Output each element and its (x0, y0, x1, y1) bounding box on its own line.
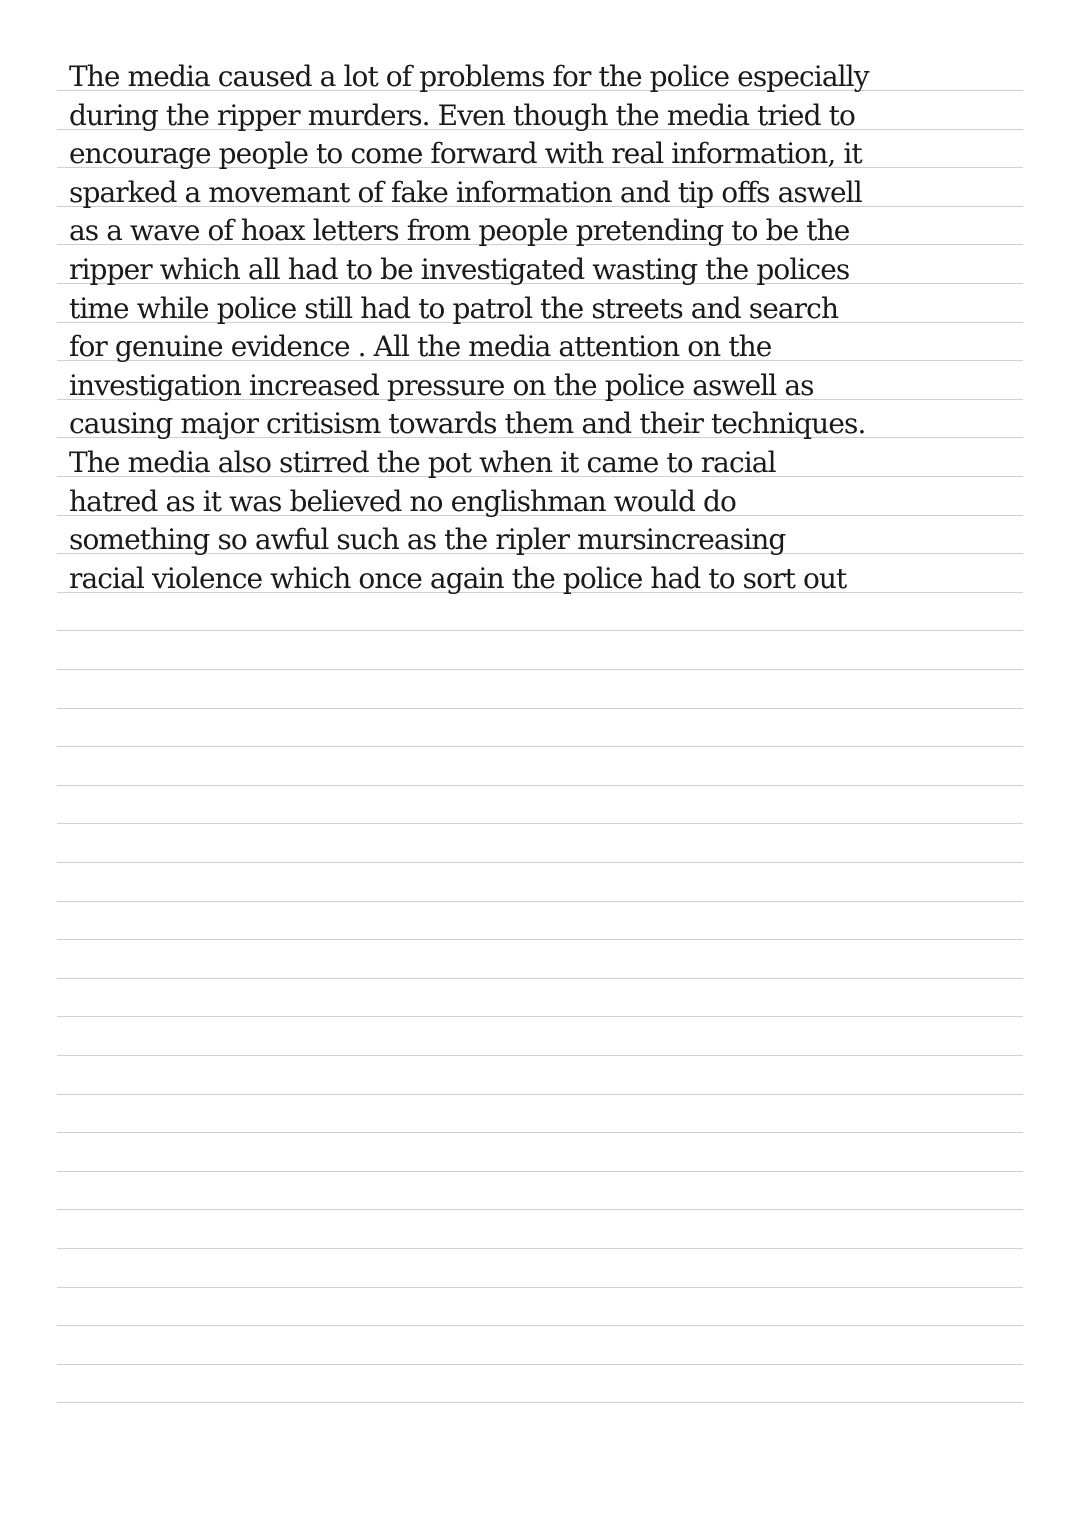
ruled-line (57, 1325, 1023, 1326)
ruled-line (57, 669, 1023, 670)
text-line-3: encourage people to come forward with real information, it (69, 137, 862, 171)
text-line-9: investigation increased pressure on the police aswell as (69, 368, 814, 402)
ruled-line (57, 1248, 1023, 1249)
text-line-5: as a wave of hoax letters from people pretending to be the (69, 214, 850, 248)
ruled-line (57, 785, 1023, 786)
text-line-1: The media caused a lot of problems for the police especially (69, 60, 869, 93)
handwritten-paragraph (69, 0, 1059, 600)
text-line-14: racial violence which once again the police had to sort out (69, 561, 847, 595)
ruled-line (57, 1209, 1023, 1210)
ruled-line (57, 1132, 1023, 1133)
ruled-line (57, 1364, 1023, 1365)
ruled-line (57, 1287, 1023, 1288)
text-line-8: for genuine evidence . All the media attention on the (69, 330, 772, 364)
ruled-line (57, 901, 1023, 902)
text-line-10: causing major critisism towards them and their techniques. (69, 407, 866, 441)
text-line-6: ripper which all had to be investigated wasting the polices (69, 253, 850, 286)
ruled-line (57, 1171, 1023, 1172)
ruled-line (57, 978, 1023, 979)
ruled-line (57, 708, 1023, 709)
text-line-7: time while police still had to patrol the streets and search (69, 291, 839, 325)
ruled-line (57, 1094, 1023, 1095)
text-line-2: during the ripper murders. Even though the media tried to (69, 98, 855, 132)
ruled-line (57, 862, 1023, 863)
text-line-11: The media also stirred the pot when it came to racial (69, 446, 776, 479)
ruled-line (57, 1016, 1023, 1017)
text-line-12: hatred as it was believed no englishman would do (69, 484, 736, 518)
ruled-line (57, 1055, 1023, 1056)
text-line-4: sparked a movemant of fake information and tip offs aswell (69, 175, 862, 209)
ruled-line (57, 630, 1023, 631)
ruled-line (57, 1402, 1023, 1403)
ruled-line (57, 746, 1023, 747)
ruled-line (57, 823, 1023, 824)
ruled-line (57, 939, 1023, 940)
text-line-13: something so awful such as the ripler mursincreasing (69, 523, 786, 557)
